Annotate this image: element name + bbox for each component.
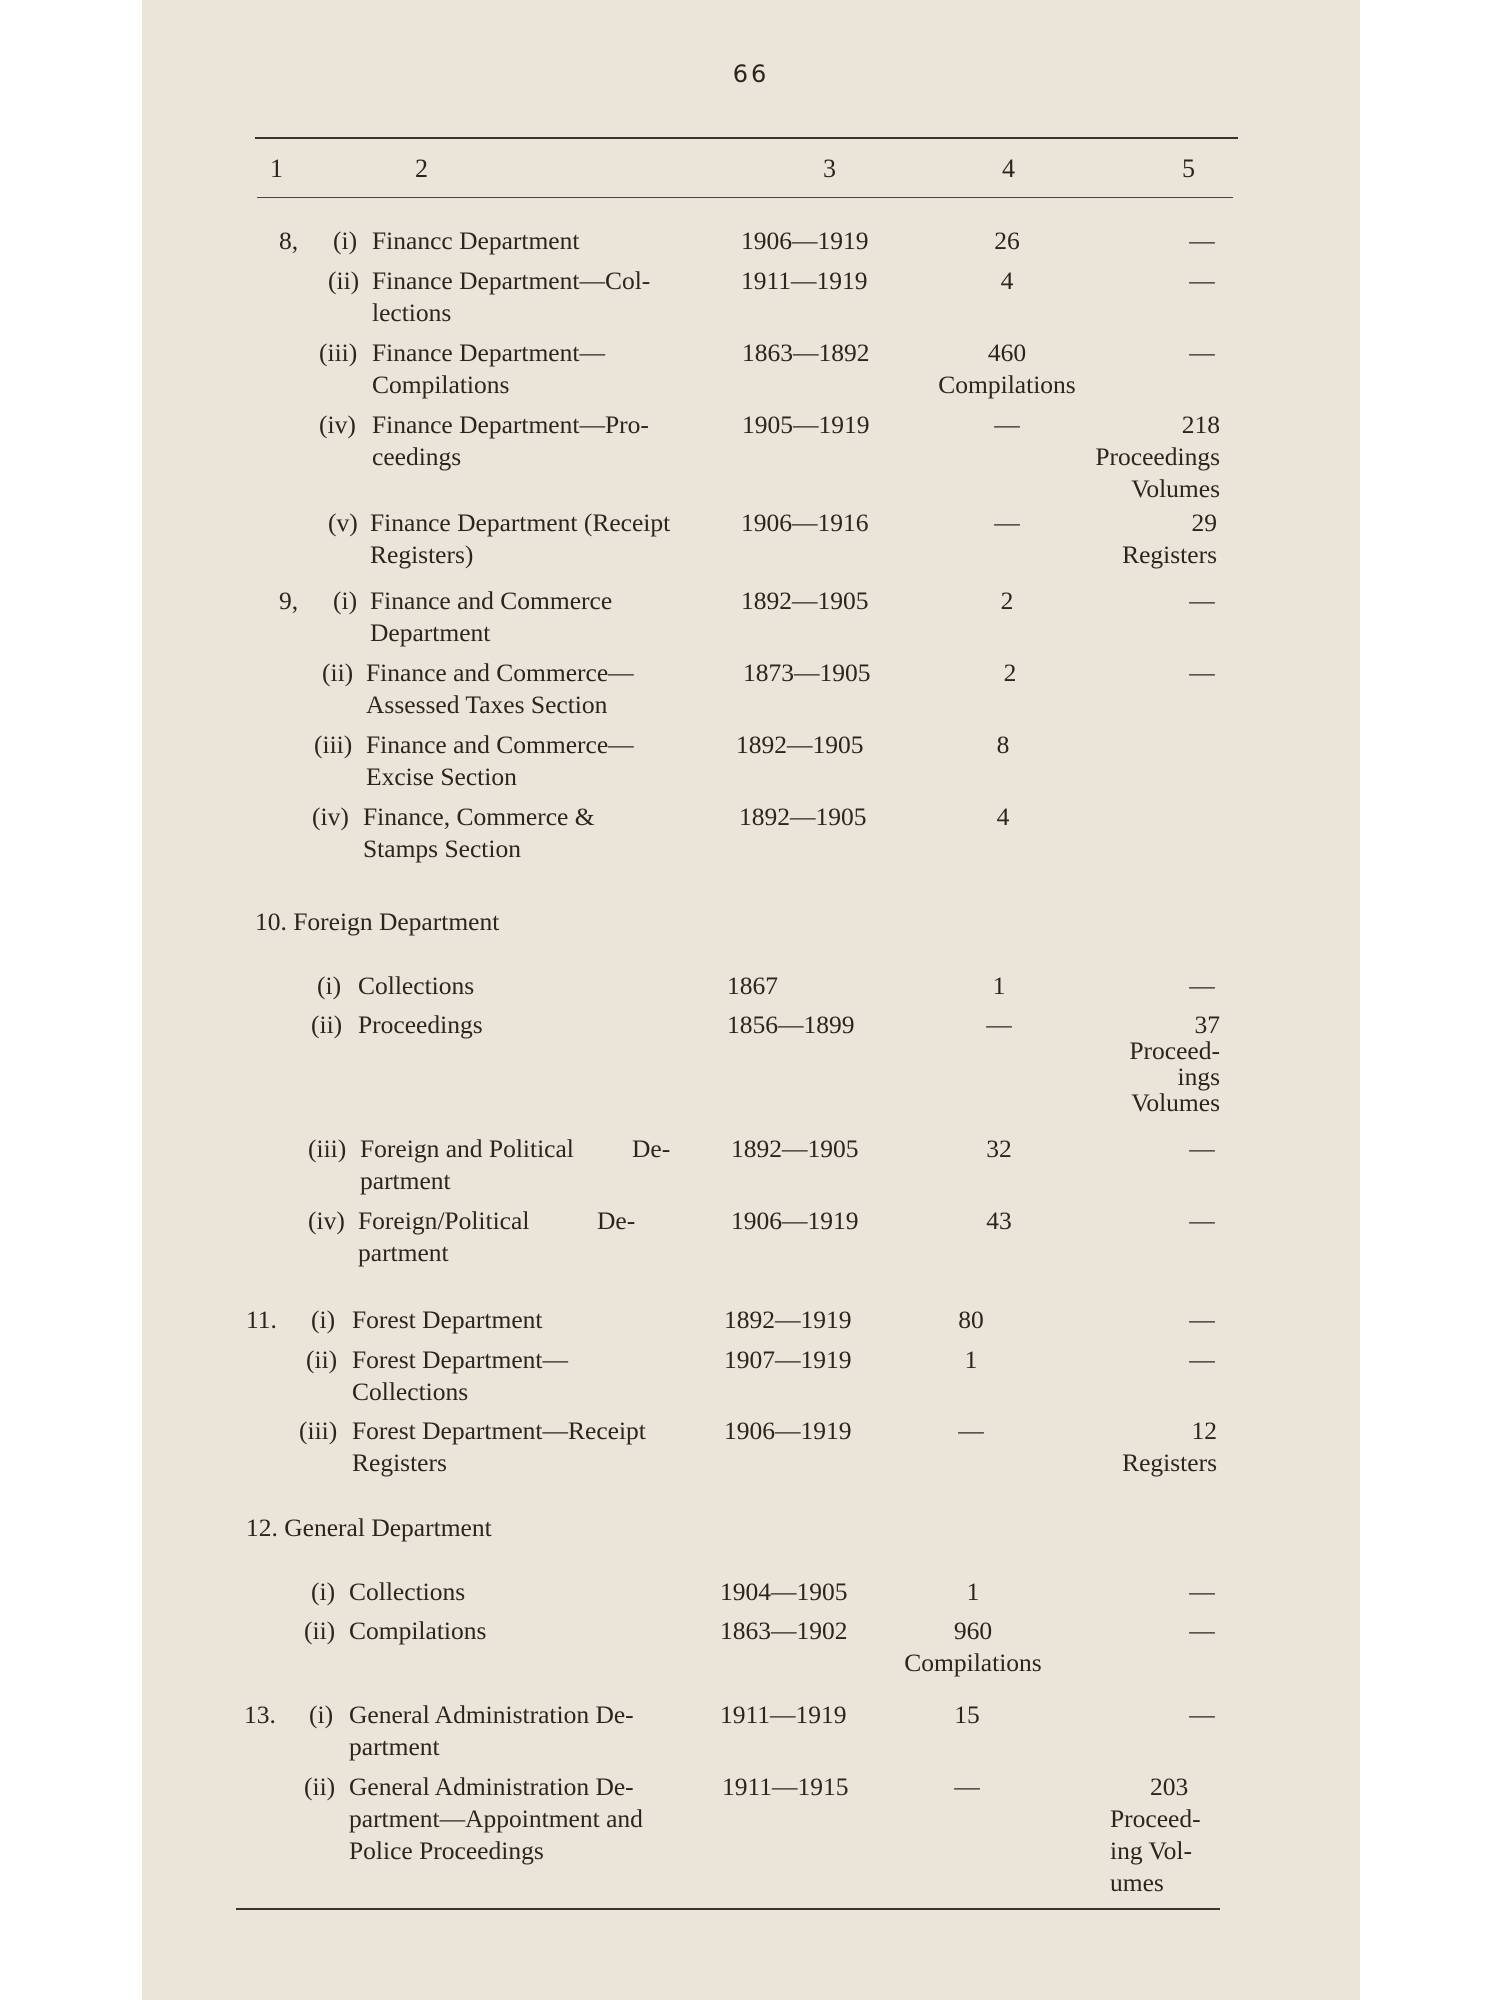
record-title: Financc Department xyxy=(372,226,580,255)
record-title-line: Finance Department—Col- xyxy=(372,266,651,295)
entry-number-13: 13. xyxy=(244,1700,276,1729)
column-header-1: 1 xyxy=(270,154,283,183)
sub-label: (iii) xyxy=(308,1134,347,1163)
years: 1911—1915 xyxy=(722,1772,849,1801)
record-title xyxy=(372,265,650,329)
column-5-value: — xyxy=(1189,338,1215,367)
column-4-value: 1 xyxy=(992,971,1006,1000)
record-title-line: General Administration De- xyxy=(349,1772,634,1801)
sub-label: (iv) xyxy=(308,1206,345,1235)
column-4-line: Compilations xyxy=(938,370,1076,399)
column-4-value: 32 xyxy=(986,1134,1012,1163)
record-title-line: Forest Department—Receipt xyxy=(352,1416,646,1445)
column-5-line: 218 xyxy=(1181,410,1220,439)
record-title xyxy=(352,1415,646,1479)
column-4-value: 1 xyxy=(964,1345,978,1374)
sub-label: (iv) xyxy=(312,802,349,831)
record-title-line: Stamps Section xyxy=(363,834,521,863)
record-title-line: partment xyxy=(360,1166,451,1195)
column-4-value: 1 xyxy=(966,1577,980,1606)
record-title-line: Foreign/Political xyxy=(358,1206,530,1235)
record-title-line: partment xyxy=(349,1732,440,1761)
years: 1911—1919 xyxy=(741,266,868,295)
entry-number-9: 9, xyxy=(279,586,299,615)
header-bottom-rule xyxy=(257,197,1233,198)
sub-label: (i) xyxy=(317,971,342,1000)
record-title-line: Finance Department— xyxy=(372,338,605,367)
column-4-value: — xyxy=(954,1772,980,1801)
sub-label: (i) xyxy=(333,586,358,615)
years: 1892—1905 xyxy=(736,730,864,759)
column-5-line: Volumes xyxy=(1131,1088,1220,1117)
column-header-3: 3 xyxy=(823,154,836,183)
record-title-line: ceedings xyxy=(372,442,462,471)
column-4-value: 26 xyxy=(994,226,1020,255)
record-title-line: lections xyxy=(372,298,452,327)
sub-label: (ii) xyxy=(304,1616,336,1645)
years: 1856—1899 xyxy=(727,1010,855,1039)
record-title xyxy=(352,1344,568,1408)
column-5-value xyxy=(1082,1415,1217,1479)
years: 1873—1905 xyxy=(743,658,871,687)
record-title-line: Finance and Commerce— xyxy=(366,730,634,759)
years: 1905—1919 xyxy=(742,410,870,439)
entry-number-8: 8, xyxy=(279,226,299,255)
sub-label: (iv) xyxy=(319,410,356,439)
record-title-line: Finance Department (Receipt xyxy=(370,508,671,537)
record-title-line: Forest Department— xyxy=(352,1345,568,1374)
years: 1863—1902 xyxy=(720,1616,848,1645)
years: 1867 xyxy=(727,971,778,1000)
column-5-value xyxy=(1110,1771,1220,1899)
column-5-value: — xyxy=(1189,1345,1215,1374)
years: 1863—1892 xyxy=(742,338,870,367)
record-title: Collections xyxy=(349,1577,466,1606)
record-title xyxy=(360,1133,671,1197)
column-5-value: — xyxy=(1189,971,1215,1000)
column-5-value: — xyxy=(1189,266,1215,295)
column-header-5: 5 xyxy=(1182,154,1195,183)
record-title-line: partment—Appointment and xyxy=(349,1804,643,1833)
record-title xyxy=(372,409,649,473)
column-4-line: 460 xyxy=(987,338,1027,367)
column-4-value: 4 xyxy=(996,802,1010,831)
sub-label: (ii) xyxy=(311,1010,343,1039)
record-title-line: Finance, Commerce & xyxy=(363,802,595,831)
record-title xyxy=(349,1771,643,1867)
sub-label: (iii) xyxy=(299,1416,338,1445)
sub-label: (ii) xyxy=(322,658,354,687)
entry-number-11: 11. xyxy=(246,1305,277,1334)
column-5-line: Registers xyxy=(1122,540,1217,569)
section-heading-foreign-department: 10. Foreign Department xyxy=(255,907,500,936)
header-top-rule xyxy=(255,137,1238,139)
column-5-line: Proceed- xyxy=(1110,1804,1201,1833)
sub-label: (i) xyxy=(311,1305,336,1334)
column-4-value: 2 xyxy=(1003,658,1017,687)
column-5-line: 12 xyxy=(1191,1416,1217,1445)
column-4-value: 8 xyxy=(996,730,1010,759)
column-4-value: 43 xyxy=(986,1206,1012,1235)
column-5-value: — xyxy=(1189,1616,1215,1645)
column-4-value xyxy=(888,1615,1058,1679)
years: 1892—1919 xyxy=(724,1305,852,1334)
column-4-value: 15 xyxy=(954,1700,980,1729)
column-5-value: — xyxy=(1189,226,1215,255)
sub-label: (v) xyxy=(328,508,358,537)
years: 1892—1905 xyxy=(731,1134,859,1163)
years: 1906—1919 xyxy=(741,226,869,255)
column-4-value: — xyxy=(958,1416,984,1445)
column-5-line: 29 xyxy=(1191,508,1217,537)
column-5-value: — xyxy=(1189,1305,1215,1334)
years: 1892—1905 xyxy=(741,586,869,615)
column-5-value: — xyxy=(1189,1206,1215,1235)
record-title xyxy=(366,729,634,793)
column-5-line: ings xyxy=(1177,1062,1220,1091)
section-heading-general-department: 12. General Department xyxy=(246,1513,492,1542)
column-4-value: 80 xyxy=(958,1305,984,1334)
years: 1911—1919 xyxy=(720,1700,847,1729)
column-5-line: Proceedings xyxy=(1095,442,1220,471)
record-title-line: Excise Section xyxy=(366,762,517,791)
record-title xyxy=(372,337,605,401)
record-title-line: Registers xyxy=(352,1448,447,1477)
column-5-line: 37 xyxy=(1194,1010,1220,1039)
column-4-value: — xyxy=(986,1010,1012,1039)
record-title: Compilations xyxy=(349,1616,487,1645)
record-title-line: Finance and Commerce— xyxy=(366,658,634,687)
sub-label: (ii) xyxy=(306,1345,338,1374)
page-number: 66 xyxy=(732,60,770,88)
column-5-value: — xyxy=(1189,1577,1215,1606)
record-title: Proceedings xyxy=(358,1010,483,1039)
years: 1906—1919 xyxy=(731,1206,859,1235)
column-5-line: ing Vol- xyxy=(1110,1836,1192,1865)
record-title: Forest Department xyxy=(352,1305,543,1334)
years: 1907—1919 xyxy=(724,1345,852,1374)
record-title xyxy=(370,507,670,571)
sub-label: (i) xyxy=(311,1577,336,1606)
record-title-line: Compilations xyxy=(372,370,510,399)
column-5-value: — xyxy=(1189,1700,1215,1729)
sub-label: (iii) xyxy=(314,730,353,759)
hyphen-fragment: De- xyxy=(597,1206,636,1235)
sub-label: (ii) xyxy=(328,266,360,295)
record-title-line: Foreign and Political xyxy=(360,1134,574,1163)
sub-label: (i) xyxy=(333,226,358,255)
hyphen-fragment: De- xyxy=(632,1134,671,1163)
sub-label: (i) xyxy=(309,1700,334,1729)
bottom-rule xyxy=(236,1908,1220,1910)
column-4-value: 2 xyxy=(1000,586,1014,615)
record-title-line: Assessed Taxes Section xyxy=(366,690,608,719)
column-5-line: Proceed- xyxy=(1129,1036,1220,1065)
column-4-line: Compilations xyxy=(904,1648,1042,1677)
column-4-value: — xyxy=(994,508,1020,537)
record-title-line: partment xyxy=(358,1238,449,1267)
column-5-value: — xyxy=(1189,586,1215,615)
years: 1892—1905 xyxy=(739,802,867,831)
record-title-line: Finance and Commerce xyxy=(370,586,613,615)
record-title xyxy=(366,657,634,721)
column-5-value: — xyxy=(1189,1134,1215,1163)
record-title-line: General Administration De- xyxy=(349,1700,634,1729)
sub-label: (ii) xyxy=(304,1772,336,1801)
column-4-value: 4 xyxy=(1000,266,1014,295)
record-title xyxy=(363,801,595,865)
column-4-value: — xyxy=(994,410,1020,439)
document-page xyxy=(142,0,1360,2000)
years: 1906—1916 xyxy=(741,508,869,537)
record-title-line: Collections xyxy=(352,1377,469,1406)
sub-label: (iii) xyxy=(319,338,358,367)
column-4-value xyxy=(922,337,1092,401)
record-title xyxy=(358,1205,636,1269)
record-title xyxy=(370,585,612,649)
column-header-2: 2 xyxy=(415,154,428,183)
column-5-value: — xyxy=(1189,658,1215,687)
column-5-value xyxy=(1102,1009,1220,1119)
column-5-value xyxy=(1042,507,1217,571)
record-title-line: Registers) xyxy=(370,540,474,569)
column-5-line: umes xyxy=(1110,1868,1164,1897)
column-5-line: Registers xyxy=(1122,1448,1217,1477)
record-title xyxy=(349,1699,634,1763)
record-title: Collections xyxy=(358,971,475,1000)
record-title-line: Police Proceedings xyxy=(349,1836,544,1865)
record-title-line: Finance Department—Pro- xyxy=(372,410,649,439)
column-5-line: 203 xyxy=(1150,1772,1189,1801)
column-header-4: 4 xyxy=(1002,154,1015,183)
years: 1906—1919 xyxy=(724,1416,852,1445)
column-4-line: 960 xyxy=(953,1616,993,1645)
years: 1904—1905 xyxy=(720,1577,848,1606)
column-5-value xyxy=(1042,409,1220,505)
record-title-line: Department xyxy=(370,618,491,647)
column-5-line: Volumes xyxy=(1131,474,1220,503)
